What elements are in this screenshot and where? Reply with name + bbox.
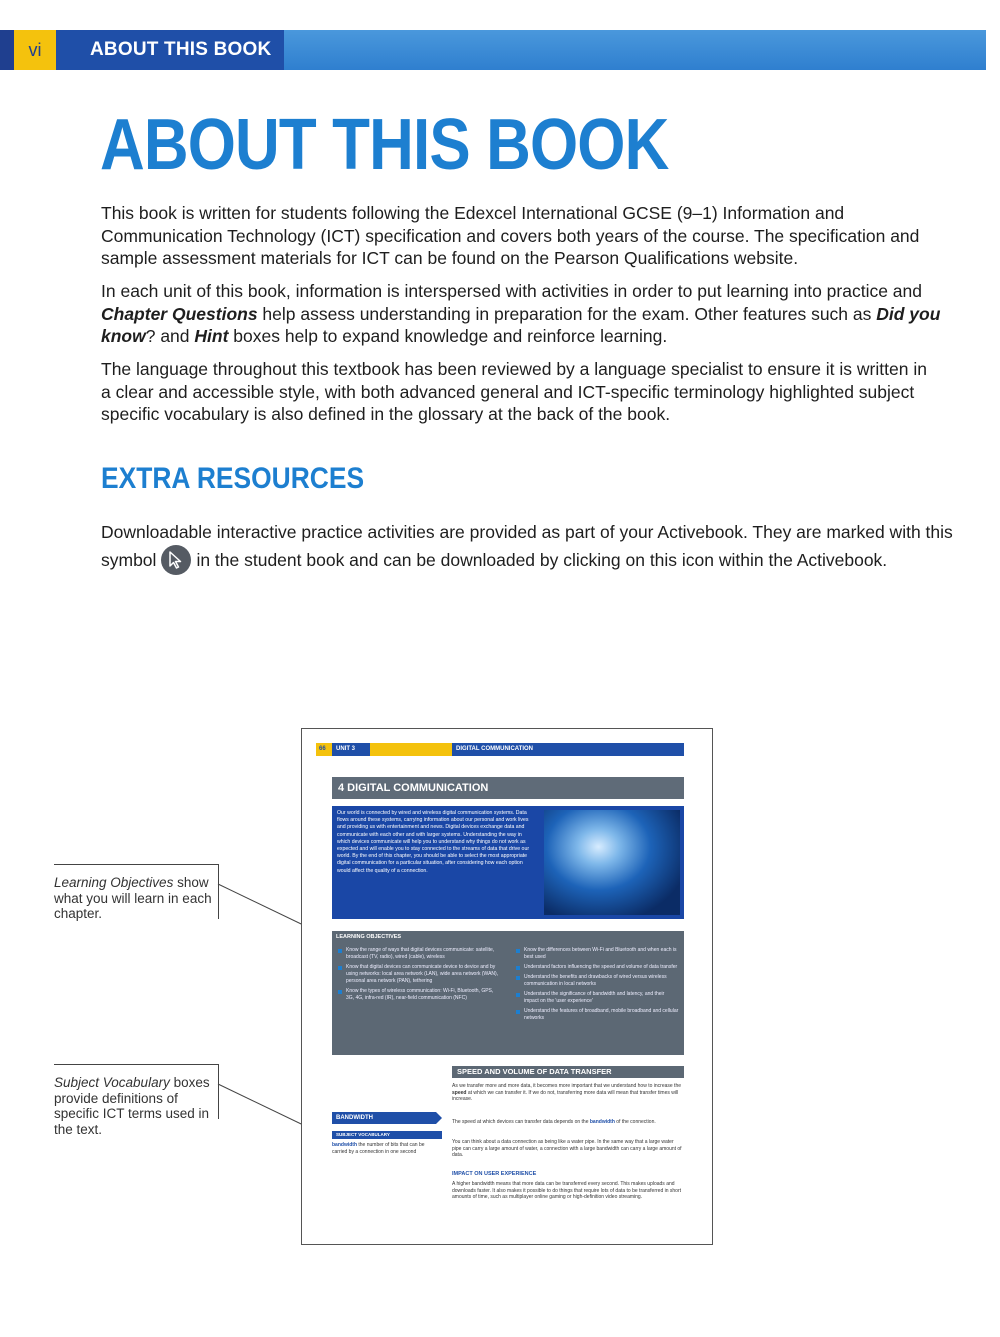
extra-resources-paragraph: Downloadable interactive practice activities are provided as part of your Activebook. They are marked with this symbol in the student book and can be downloaded by clicking on this icon within the Activebook. xyxy=(101,519,961,575)
thumb-header: 66 UNIT 3 DIGITAL COMMUNICATION xyxy=(316,743,684,756)
page-number: vi xyxy=(14,30,56,70)
objective-item: Understand the features of broadband, mobile broadband and cellular networks xyxy=(514,1008,679,1022)
hint-term: Hint xyxy=(194,326,229,346)
intro-paragraph: This book is written for students following the Edexcel International GCSE (9–1) Information and Communication Technology (ICT) specification and covers both years of the course. The specification and sample assessment materials for ICT can be found on the Pearson Qualifications website. xyxy=(101,203,920,268)
thumb-impact-text: A higher bandwidth means that more data can be transferred every second. This makes uploads and downloads faster. It also makes it possible to do things that require lots of data to be transferred in short amounts of time, such as multiplayer online gaming or high-definition video streaming. xyxy=(452,1181,682,1201)
learning-objectives-callout: Learning Objectives show what you will learn in each chapter. xyxy=(54,875,212,921)
sample-page-thumbnail xyxy=(301,728,713,1245)
thumb-bandwidth-text: The speed at which devices can transfer data depends on the bandwidth of the connection. xyxy=(452,1119,656,1125)
thumb-subject-vocabulary: SUBJECT VOCABULARY xyxy=(332,1131,442,1139)
chapter-questions-term: Chapter Questions xyxy=(101,303,258,324)
subject-vocabulary-callout: Subject Vocabulary boxes provide definitions of specific ICT terms used in the text. xyxy=(54,1075,210,1137)
objective-item: Know that digital devices can communicate device to device and by using networks: local area network (LAN), wide area network (WAN), personal area network (PAN), tethering xyxy=(336,964,501,985)
thumb-section-heading: SPEED AND VOLUME OF DATA TRANSFER xyxy=(452,1066,684,1078)
extra-resources-heading: EXTRA RESOURCES xyxy=(101,462,365,495)
objective-item: Understand the benefits and drawbacks of wired versus wireless communication in local networks xyxy=(514,974,679,988)
objective-item: Understand the significance of bandwidth and latency, and their impact on the 'user experience' xyxy=(514,991,679,1005)
running-title: ABOUT THIS BOOK xyxy=(90,39,272,60)
thumb-chapter-title: 4 DIGITAL COMMUNICATION xyxy=(332,777,684,799)
binary-tunnel-image xyxy=(544,810,680,915)
thumb-intro-box: Our world is connected by wired and wireless digital communication systems. Data flows around these systems, carrying information about our personal and work lives and providing us with entertainment and news. Digital devices exchange data and communicate with each other and with larger systems. Understanding the way in which devices communicate will help you to understand why things do not work as expected and will enable you to stay connected to the streams of data that drive our world. By the end of this chapter, you should be able to select the most appropriate digital communication for a particular situation, after considering how each option would affect the quality of a connection. xyxy=(332,806,684,919)
objective-item: Understand factors influencing the speed and volume of data transfer xyxy=(514,964,679,971)
did-you-know-term: Did you know xyxy=(101,303,941,346)
objective-item: Know the range of ways that digital devices communicate: satellite, broadcast (TV, radio), wired (cable), wireless xyxy=(336,947,501,961)
thumb-impact-heading: IMPACT ON USER EXPERIENCE xyxy=(452,1171,537,1177)
features-paragraph: In each unit of this book, information is interspersed with activities in order to put learning into practice and Chapter Questions help assess understanding in preparation for the exam. Other features such as Did you know? and Hint boxes help to expand knowledge and reinforce learning. xyxy=(101,281,941,346)
thumb-vocab-definition: bandwidth the number of bits that can be carried by a connection in one second xyxy=(332,1142,425,1155)
thumb-bandwidth-text2: You can think about a data connection as being like a water pipe. In the same way that a large water pipe can carry a large amount of water, a connection with a large bandwidth can carry a large amount of data. xyxy=(452,1139,682,1159)
language-paragraph: The language throughout this textbook has been reviewed by a language specialist to ensure it is written in a clear and accessible style, with both advanced general and ICT-specific terminology highlighted subject specific vocabulary is also defined in the glossary at the back of the book. xyxy=(101,359,927,424)
thumb-learning-objectives: LEARNING OBJECTIVES Know the range of ways that digital devices communicate: satellite, broadcast (TV, radio), wired (cable), wireless Know that digital devices can communicate device to device and by using networks: local area network (LAN), wide area network (WAN), personal area network (PAN), tethering Know the types of wireless communication: Wi-Fi, Bluetooth, GPS, 3G, 4G, infra-red (IR), near-field communication (NFC) Know the differences between Wi-Fi and Bluetooth and when each is best used Understand factors influencing the speed and volume of data transfer Understand the benefits and drawbacks of wired versus wireless communication in local networks Understand the significance of bandwidth and latency, and their impact on the 'user experience' Understand the features of broadband, mobile broadband and cellular networks xyxy=(332,931,684,1055)
page-title: ABOUT THIS BOOK xyxy=(100,105,669,185)
thumb-section-text: As we transfer more and more data, it becomes more important that we understand how to increase the speed at which we can transfer it. If we do not, transferring more data will mean that transfer times will increase. xyxy=(452,1083,682,1103)
objective-item: Know the types of wireless communication: Wi-Fi, Bluetooth, GPS, 3G, 4G, infra-red (IR), near-field communication (NFC) xyxy=(336,988,501,1002)
thumb-bandwidth-arrow xyxy=(436,1112,442,1124)
thumb-bandwidth-tab: BANDWIDTH xyxy=(332,1112,436,1124)
objective-item: Know the differences between Wi-Fi and Bluetooth and when each is best used xyxy=(514,947,679,961)
